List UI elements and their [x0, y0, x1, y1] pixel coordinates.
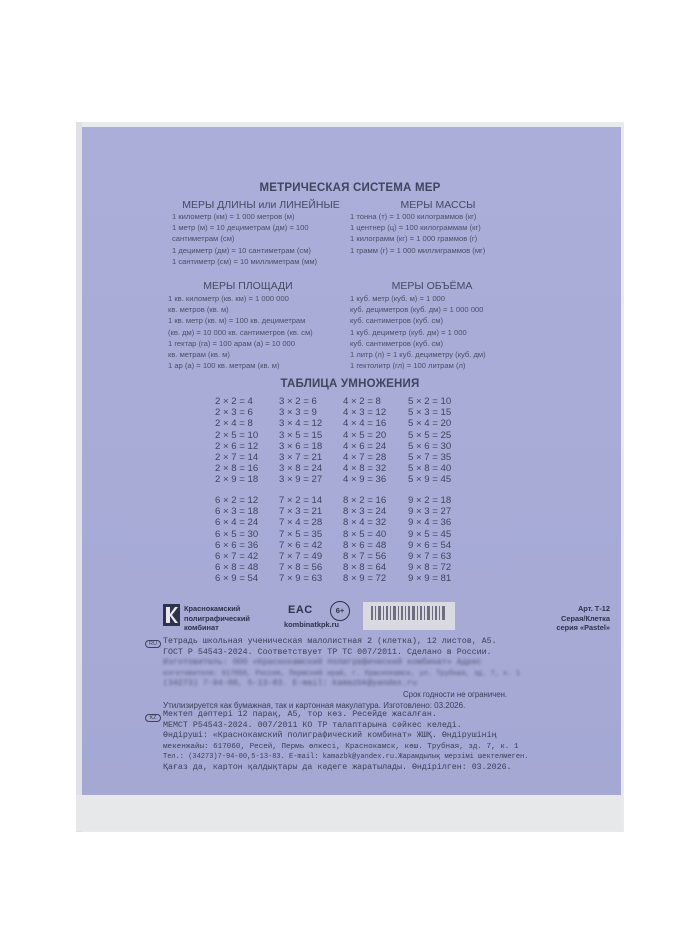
mult-cell: 6 × 9 = 54 — [215, 573, 259, 585]
barcode-bar — [408, 606, 410, 620]
barcode-bar — [442, 606, 445, 620]
barcode-bar — [435, 606, 437, 620]
area-line: кв. метров (кв. м) — [168, 305, 229, 315]
article-info — [556, 604, 610, 633]
mult-cell: 8 × 3 = 24 — [343, 506, 387, 518]
barcode-bar — [383, 606, 384, 620]
mult-cell: 7 × 9 = 63 — [279, 573, 323, 585]
mult-cell: 7 × 3 = 21 — [279, 506, 323, 518]
length-line: 1 километр (км) = 1 000 метров (м) — [172, 212, 295, 221]
mult-column-5 — [408, 396, 451, 486]
mult-cell: 8 × 9 = 72 — [343, 573, 387, 585]
kz-line: Өндіруші: «Краснокамский полиграфический комбинат» ЖШҚ. Өндірушінің — [163, 731, 497, 741]
barcode-bar — [424, 606, 425, 620]
mult-cell: 2 × 6 = 12 — [215, 440, 259, 452]
mult-cell: 9 × 5 = 45 — [408, 528, 452, 540]
mult-cell: 3 × 3 = 9 — [279, 407, 317, 419]
volume-line: 1 гектолитр (гл) = 100 литрам (л) — [350, 361, 466, 371]
length-line: сантиметрам (см) — [172, 234, 235, 244]
ru-description — [163, 637, 583, 711]
ru-flag-icon: RU — [145, 640, 161, 648]
volume-line: куб. сантиметров (куб. см) — [350, 338, 443, 348]
mult-cell: 9 × 8 = 72 — [408, 562, 452, 574]
volume-line: 1 куб. метр (куб. м) = 1 000 — [350, 294, 445, 303]
barcode-bar — [390, 606, 391, 620]
ru-line: (34273) 7-94-00, 5-13-83. E-mail: kamazbk@yandex.ru — [163, 679, 417, 689]
mult-column-2 — [215, 396, 258, 486]
mult-cell: 8 × 7 = 56 — [343, 551, 387, 563]
company-name-line: Краснокамский — [184, 604, 241, 613]
length-line: 1 дециметр (дм) = 10 сантиметрам (см) — [172, 245, 311, 255]
barcode-bar — [439, 606, 440, 620]
mult-cell: 7 × 4 = 28 — [279, 517, 323, 529]
mult-cell: 9 × 6 = 54 — [408, 539, 452, 551]
mass-heading: МЕРЫ МАССЫ — [400, 199, 476, 211]
mult-cell: 6 × 6 = 36 — [215, 539, 259, 551]
mult-cell: 7 × 7 = 49 — [279, 551, 323, 563]
mult-cell: 4 × 7 = 28 — [343, 452, 387, 464]
ru-line: изготовителя: 617060, Россия, Пермский край, г. Краснокамск, ул. Трубная, зд. 7, к. 1 — [163, 669, 521, 678]
mult-cell: 5 × 9 = 45 — [408, 474, 452, 486]
area-line: (кв. дм) = 10 000 кв. сантиметров (кв. см) — [168, 327, 313, 337]
mult-cell: 8 × 4 = 32 — [343, 517, 387, 529]
mult-cell: 5 × 2 = 10 — [408, 396, 452, 407]
volume-line: куб. дециметров (куб. дм) = 1 000 000 — [350, 305, 484, 315]
mult-cell: 3 × 5 = 15 — [279, 429, 323, 441]
mass-block — [350, 211, 485, 256]
binding-edge — [76, 122, 82, 832]
kz-line: МЕМСТ Р54543-2024. 007/2011 КО ТР талаптарына сәйкес келеді. — [163, 720, 462, 730]
mult-cell: 4 × 3 = 12 — [343, 407, 387, 419]
mult-cell: 5 × 3 = 15 — [408, 407, 452, 419]
mult-cell: 2 × 3 = 6 — [215, 407, 253, 419]
mult-cell: 3 × 8 = 24 — [279, 463, 323, 475]
age-rating-badge: 6+ — [330, 601, 350, 621]
mult-cell: 5 × 6 = 30 — [408, 440, 452, 452]
mult-cell: 2 × 5 = 10 — [215, 429, 259, 441]
length-line: 1 сантиметр (см) = 10 миллиметрам (мм) — [172, 256, 318, 266]
area-line: 1 ар (а) = 100 кв. метрам (кв. м) — [168, 361, 280, 371]
area-heading: МЕРЫ ПЛОЩАДИ — [203, 280, 293, 292]
mult-cell: 2 × 2 = 4 — [215, 396, 253, 407]
area-line: 1 гектар (га) = 100 арам (а) = 10 000 — [168, 338, 295, 348]
website-link: kombinatkpk.ru — [284, 620, 340, 629]
barcode-bar — [405, 606, 406, 620]
mult-cell: 7 × 2 = 14 — [279, 495, 323, 506]
mult-cell: 6 × 3 = 18 — [215, 506, 259, 518]
mult-cell: 4 × 6 = 24 — [343, 440, 387, 452]
barcode-bar — [371, 606, 373, 620]
mult-cell: 7 × 6 = 42 — [279, 539, 323, 551]
area-line: кв. метрам (кв. м) — [168, 350, 230, 360]
mult-cell: 5 × 8 = 40 — [408, 463, 452, 475]
barcode-bar — [412, 606, 415, 620]
mult-cell: 3 × 4 = 12 — [279, 418, 323, 430]
article-series: серия «Pastel» — [556, 623, 610, 632]
barcode-bar — [427, 606, 430, 620]
mult-cell: 9 × 4 = 36 — [408, 517, 452, 529]
multiplication-title: ТАБЛИЦА УМНОЖЕНИЯ — [280, 378, 420, 390]
company-name-line: комбинат — [184, 623, 219, 632]
article-type: Серая/Клетка — [561, 613, 610, 623]
mult-cell: 5 × 4 = 20 — [408, 418, 452, 430]
volume-heading: МЕРЫ ОБЪЁМА — [391, 280, 473, 292]
mult-cell: 3 × 7 = 21 — [279, 452, 323, 464]
length-heading: МЕРЫ ДЛИНЫ или ЛИНЕЙНЫЕ — [182, 199, 340, 211]
mult-cell: 3 × 6 = 18 — [279, 440, 323, 452]
mult-cell: 8 × 5 = 40 — [343, 528, 387, 540]
kz-line: Мектеп дәптері 12 парақ, А5, тор көз. Ресейде жасалған. — [163, 710, 437, 719]
mass-line: 1 центнер (ц) = 100 килограммам (кг) — [350, 223, 481, 233]
mult-column-3 — [279, 396, 322, 486]
barcode-bar — [432, 606, 433, 620]
barcode-bar — [401, 606, 403, 620]
mult-cell: 4 × 2 = 8 — [343, 396, 381, 407]
mass-line: 1 тонна (т) = 1 000 килограммов (кг) — [350, 212, 477, 221]
mult-cell: 7 × 5 = 35 — [279, 528, 323, 540]
ru-line: Тетрадь школьная ученическая малолистная 2 (клетка), 12 листов, А5. — [163, 637, 497, 646]
kz-line: Қағаз да, картон қалдықтары да кәдеге жаратылады. Өндірілген: 03.2026. — [163, 762, 512, 772]
mult-cell: 3 × 2 = 6 — [279, 396, 317, 407]
mult-cell: 7 × 8 = 56 — [279, 562, 323, 574]
mult-cell: 6 × 5 = 30 — [215, 528, 259, 540]
mult-cell: 2 × 8 = 16 — [215, 463, 259, 475]
mult-cell: 6 × 7 = 42 — [215, 551, 259, 563]
barcode-bar — [386, 606, 388, 620]
kz-flag-icon: KZ — [145, 714, 161, 722]
mult-cell: 9 × 7 = 63 — [408, 551, 452, 563]
barcode-bar — [398, 606, 399, 620]
mult-cell: 8 × 8 = 64 — [343, 562, 387, 574]
kz-line: мекенжайы: 617060, Ресей, Пермь өлкесі, Краснокамск, көш. Трубная, зд. 7, к. 1 — [163, 742, 519, 751]
company-name — [184, 604, 250, 633]
mult-cell: 2 × 9 = 18 — [215, 474, 259, 486]
ru-line: Срок годности не ограничен. — [403, 689, 508, 699]
mult-cell: 3 × 9 = 27 — [279, 474, 323, 486]
inner-page-strip — [76, 795, 621, 831]
company-logo-icon — [163, 604, 180, 626]
mult-cell: 4 × 9 = 36 — [343, 474, 387, 486]
mult-cell: 5 × 5 = 25 — [408, 429, 452, 441]
mult-cell: 9 × 9 = 81 — [408, 573, 452, 585]
mass-line: 1 грамм (г) = 1 000 миллиграммов (мг) — [350, 245, 486, 255]
barcode-bar — [393, 606, 396, 620]
mult-cell: 4 × 8 = 32 — [343, 463, 387, 475]
mult-cell: 8 × 6 = 48 — [343, 539, 387, 551]
mult-cell: 5 × 7 = 35 — [408, 452, 452, 464]
kz-description — [163, 710, 583, 774]
mult-cell: 8 × 2 = 16 — [343, 495, 387, 506]
mult-column-9 — [408, 495, 451, 585]
mult-cell: 2 × 7 = 14 — [215, 452, 259, 464]
mult-cell: 2 × 4 = 8 — [215, 418, 253, 430]
kz-line: Тел.: (34273)7-94-00,5-13-83. E-mail: kamazbk@yandex.ru.Жарамдылық мерзімі шектелмеген. — [163, 753, 529, 762]
barcode-bar — [417, 606, 418, 620]
barcode-bar — [378, 606, 381, 620]
mult-cell: 6 × 8 = 48 — [215, 562, 259, 574]
barcode-bar — [420, 606, 422, 620]
mult-column-8 — [343, 495, 386, 585]
ru-line: Изготовитель: ООО «Краснокамский полиграфический комбинат» Адрес — [163, 658, 482, 668]
barcode-bar — [375, 606, 376, 620]
length-line: 1 метр (м) = 10 дециметрам (дм) = 100 — [172, 223, 309, 233]
area-block — [168, 293, 313, 371]
mult-cell: 4 × 4 = 16 — [343, 418, 387, 430]
mult-column-4 — [343, 396, 386, 486]
length-block — [172, 211, 317, 267]
ru-line: Утилизируется как бумажная, так и картонная макулатура. Изготовлено: 03.2026. — [163, 700, 466, 710]
mult-cell: 9 × 2 = 18 — [408, 495, 452, 506]
volume-line: 1 куб. дециметр (куб. дм) = 1 000 — [350, 327, 467, 337]
area-line: 1 кв. метр (кв. м) = 100 кв. дециметрам — [168, 316, 306, 326]
ru-line: ГОСТ Р 54543-2024. Соответствует ТР ТС 007/2011. Сделано в России. — [163, 647, 492, 657]
volume-line: куб. сантиметров (куб. см) — [350, 316, 443, 326]
mult-cell: 6 × 2 = 12 — [215, 495, 259, 506]
volume-block — [350, 293, 486, 371]
mult-cell: 6 × 4 = 24 — [215, 517, 259, 529]
barcode-sticker — [363, 602, 455, 630]
area-line: 1 кв. километр (кв. км) = 1 000 000 — [168, 294, 289, 303]
mult-column-7 — [279, 495, 322, 585]
mult-column-6 — [215, 495, 258, 585]
article-number: Арт. Т-12 — [577, 604, 610, 613]
mult-cell: 9 × 3 = 27 — [408, 506, 452, 518]
metric-system-title: МЕТРИЧЕСКАЯ СИСТЕМА МЕР — [259, 182, 441, 194]
volume-line: 1 литр (л) = 1 куб. дециметру (куб. дм) — [350, 350, 486, 360]
company-name-line: полиграфический — [184, 613, 250, 623]
mult-cell: 4 × 5 = 20 — [343, 429, 387, 441]
mass-line: 1 килограмм (кг) = 1 000 граммов (г) — [350, 234, 478, 244]
eac-mark: EAC — [288, 604, 313, 616]
